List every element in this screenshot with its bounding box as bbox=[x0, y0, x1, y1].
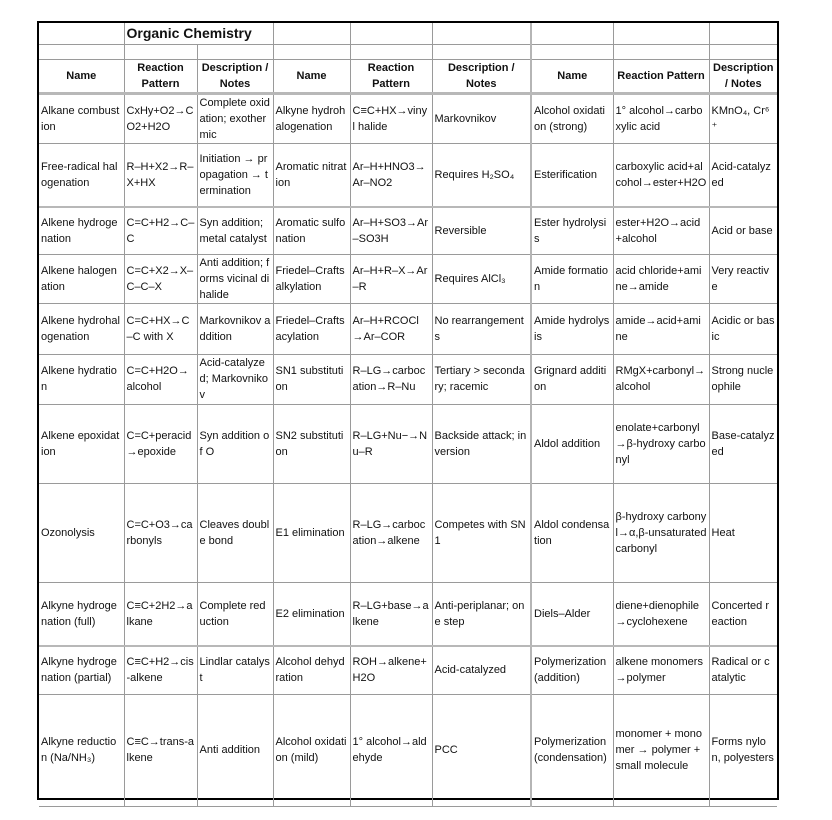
cell-name-3[interactable]: Polymerization (condensation) bbox=[531, 694, 613, 806]
cell-name-3[interactable]: Diels–Alder bbox=[531, 582, 613, 646]
cell-reaction-pattern-2[interactable]: Ar–H+SO3→Ar–SO3H bbox=[350, 207, 432, 254]
cell-name-1[interactable]: Alkene halogenation bbox=[39, 254, 124, 303]
header-description-2[interactable]: Description / Notes bbox=[432, 59, 531, 93]
header-name-2[interactable]: Name bbox=[273, 59, 350, 93]
cell-description-1[interactable]: Anti addition bbox=[197, 694, 273, 806]
header-name-3[interactable]: Name bbox=[531, 59, 613, 93]
cell-description-3[interactable]: Radical or catalytic bbox=[709, 646, 777, 694]
cell-reaction-pattern-2[interactable]: 1° alcohol→aldehyde bbox=[350, 694, 432, 806]
cell-description-2[interactable]: Markovnikov bbox=[432, 93, 531, 143]
cell-empty[interactable] bbox=[432, 23, 531, 44]
cell-empty[interactable] bbox=[531, 23, 613, 44]
cell-name-2[interactable]: Friedel–Crafts alkylation bbox=[273, 254, 350, 303]
cell-description-3[interactable]: Base-catalyzed bbox=[709, 404, 777, 483]
cell-reaction-pattern-2[interactable]: R–LG→carbocation→alkene bbox=[350, 483, 432, 582]
cell-reaction-pattern-1[interactable]: C≡C+2H2→alkane bbox=[124, 582, 197, 646]
cell-reaction-pattern-3[interactable]: monomer + monomer → polymer + small molecule bbox=[613, 694, 709, 806]
cell-name-2[interactable]: Alkyne hydrohalogenation bbox=[273, 93, 350, 143]
cell-name-3[interactable]: Amide hydrolysis bbox=[531, 303, 613, 354]
cell-name-2[interactable]: Alcohol dehydration bbox=[273, 646, 350, 694]
cell-reaction-pattern-1[interactable]: CxHy+O2→CO2+H2O bbox=[124, 93, 197, 143]
cell-reaction-pattern-2[interactable]: C≡C+HX→vinyl halide bbox=[350, 93, 432, 143]
cell-description-3[interactable]: Heat bbox=[709, 483, 777, 582]
cell-description-2[interactable]: Requires H₂SO₄ bbox=[432, 143, 531, 207]
cell-reaction-pattern-1[interactable]: C=C+O3→carbonyls bbox=[124, 483, 197, 582]
cell-empty[interactable] bbox=[432, 44, 531, 59]
cell-empty[interactable] bbox=[39, 23, 124, 44]
cell-empty[interactable] bbox=[531, 44, 613, 59]
cell-description-3[interactable]: Strong nucleophile bbox=[709, 354, 777, 404]
cell-description-2[interactable]: No rearrangements bbox=[432, 303, 531, 354]
cell-name-2[interactable]: SN1 substitution bbox=[273, 354, 350, 404]
cell-description-1[interactable]: Initiation → propagation → termination bbox=[197, 143, 273, 207]
table-row bbox=[39, 143, 777, 207]
cell-name-1[interactable]: Alkyne hydrogenation (partial) bbox=[39, 646, 124, 694]
cell-description-2[interactable]: Backside attack; inversion bbox=[432, 404, 531, 483]
cell-description-3[interactable]: Acid or base bbox=[709, 207, 777, 254]
cell-reaction-pattern-2[interactable]: Ar–H+RCOCl→Ar–COR bbox=[350, 303, 432, 354]
table-row bbox=[39, 354, 777, 404]
cell-name-2[interactable]: Aromatic nitration bbox=[273, 143, 350, 207]
cell-description-1[interactable]: Anti addition; forms vicinal dihalide bbox=[197, 254, 273, 303]
cell-reaction-pattern-1[interactable]: C=C+peracid→epoxide bbox=[124, 404, 197, 483]
cell-reaction-pattern-1[interactable]: C≡C→trans-alkene bbox=[124, 694, 197, 806]
cell-reaction-pattern-2[interactable]: R–LG→carbocation→R–Nu bbox=[350, 354, 432, 404]
table-row bbox=[39, 254, 777, 303]
cell-reaction-pattern-2[interactable]: Ar–H+R–X→Ar–R bbox=[350, 254, 432, 303]
cell-description-1[interactable]: Markovnikov addition bbox=[197, 303, 273, 354]
cell-name-1[interactable]: Ozonolysis bbox=[39, 483, 124, 582]
cell-reaction-pattern-3[interactable]: ester+H2O→acid+alcohol bbox=[613, 207, 709, 254]
cell-description-1[interactable]: Syn addition of O bbox=[197, 404, 273, 483]
cell-description-2[interactable]: Requires AlCl₃ bbox=[432, 254, 531, 303]
header-reaction-pattern-3[interactable]: Reaction Pattern bbox=[613, 59, 709, 93]
header-reaction-pattern-1[interactable]: Reaction Pattern bbox=[124, 59, 197, 93]
cell-reaction-pattern-3[interactable]: diene+dienophile→cyclohexene bbox=[613, 582, 709, 646]
cell-name-1[interactable]: Alkene hydrogenation bbox=[39, 207, 124, 254]
header-description-3[interactable]: Description / Notes bbox=[709, 59, 777, 93]
cell-description-3[interactable]: Acid-catalyzed bbox=[709, 143, 777, 207]
cell-name-1[interactable]: Alkyne reduction (Na/NH₃) bbox=[39, 694, 124, 806]
cell-name-2[interactable]: Friedel–Crafts acylation bbox=[273, 303, 350, 354]
cell-name-3[interactable]: Grignard addition bbox=[531, 354, 613, 404]
cell-empty[interactable] bbox=[709, 44, 777, 59]
cell-empty[interactable] bbox=[350, 23, 432, 44]
cell-reaction-pattern-3[interactable]: carboxylic acid+alcohol→ester+H2O bbox=[613, 143, 709, 207]
cell-empty[interactable] bbox=[709, 23, 777, 44]
cell-reaction-pattern-3[interactable]: 1° alcohol→carboxylic acid bbox=[613, 93, 709, 143]
cell-name-1[interactable]: Alkyne hydrogenation (full) bbox=[39, 582, 124, 646]
cell-empty[interactable] bbox=[613, 44, 709, 59]
cell-name-1[interactable]: Alkene hydration bbox=[39, 354, 124, 404]
cell-name-3[interactable]: Amide formation bbox=[531, 254, 613, 303]
table-row bbox=[39, 694, 777, 806]
cell-reaction-pattern-3[interactable]: amide→acid+amine bbox=[613, 303, 709, 354]
cell-description-1[interactable]: Complete oxidation; exothermic bbox=[197, 93, 273, 143]
cell-empty[interactable] bbox=[39, 44, 124, 59]
cell-reaction-pattern-2[interactable]: R–LG+Nu−→Nu–R bbox=[350, 404, 432, 483]
table-row bbox=[39, 646, 777, 694]
cell-name-1[interactable]: Free-radical halogenation bbox=[39, 143, 124, 207]
cell-description-1[interactable]: Syn addition; metal catalyst bbox=[197, 207, 273, 254]
cell-reaction-pattern-3[interactable]: alkene monomers→polymer bbox=[613, 646, 709, 694]
cell-reaction-pattern-2[interactable]: R–LG+base→alkene bbox=[350, 582, 432, 646]
cell-description-1[interactable]: Cleaves double bond bbox=[197, 483, 273, 582]
cell-reaction-pattern-1[interactable]: C=C+HX→C–C with X bbox=[124, 303, 197, 354]
cell-description-1[interactable]: Acid-catalyzed; Markovnikov bbox=[197, 354, 273, 404]
header-reaction-pattern-2[interactable]: Reaction Pattern bbox=[350, 59, 432, 93]
cell-description-3[interactable]: Acidic or basic bbox=[709, 303, 777, 354]
header-name-1[interactable]: Name bbox=[39, 59, 124, 93]
cell-name-3[interactable]: Alcohol oxidation (strong) bbox=[531, 93, 613, 143]
cell-description-1[interactable]: Complete reduction bbox=[197, 582, 273, 646]
cell-description-2[interactable]: Reversible bbox=[432, 207, 531, 254]
cell-name-3[interactable]: Aldol condensation bbox=[531, 483, 613, 582]
cell-empty[interactable] bbox=[197, 44, 273, 59]
table-row bbox=[39, 582, 777, 646]
cell-name-1[interactable]: Alkene epoxidation bbox=[39, 404, 124, 483]
cell-name-3[interactable]: Aldol addition bbox=[531, 404, 613, 483]
cell-description-2[interactable]: Competes with SN1 bbox=[432, 483, 531, 582]
cell-reaction-pattern-3[interactable]: enolate+carbonyl→β-hydroxy carbonyl bbox=[613, 404, 709, 483]
cell-name-3[interactable]: Ester hydrolysis bbox=[531, 207, 613, 254]
cell-reaction-pattern-1[interactable]: C=C+H2O→alcohol bbox=[124, 354, 197, 404]
cell-empty[interactable] bbox=[273, 44, 350, 59]
cell-description-3[interactable]: Very reactive bbox=[709, 254, 777, 303]
cell-description-2[interactable]: Anti-periplanar; one step bbox=[432, 582, 531, 646]
table-row bbox=[39, 404, 777, 483]
spreadsheet-table bbox=[37, 21, 779, 800]
cell-name-2[interactable]: Alcohol oxidation (mild) bbox=[273, 694, 350, 806]
cell-description-1[interactable]: Lindlar catalyst bbox=[197, 646, 273, 694]
table-row bbox=[39, 303, 777, 354]
cell-reaction-pattern-3[interactable]: RMgX+carbonyl→alcohol bbox=[613, 354, 709, 404]
cell-name-1[interactable]: Alkane combustion bbox=[39, 93, 124, 143]
cell-name-2[interactable]: Aromatic sulfonation bbox=[273, 207, 350, 254]
cell-name-2[interactable]: SN2 substitution bbox=[273, 404, 350, 483]
cell-reaction-pattern-1[interactable]: R–H+X2→R–X+HX bbox=[124, 143, 197, 207]
cell-reaction-pattern-3[interactable]: β-hydroxy carbonyl→α,β-unsaturated carbonyl bbox=[613, 483, 709, 582]
header-description-1[interactable]: Description / Notes bbox=[197, 59, 273, 93]
cell-description-3[interactable]: Concerted reaction bbox=[709, 582, 777, 646]
table-row bbox=[39, 93, 777, 143]
cell-reaction-pattern-1[interactable]: C=C+X2→X–C–C–X bbox=[124, 254, 197, 303]
table-row bbox=[39, 207, 777, 254]
cell-reaction-pattern-1[interactable]: C≡C+H2→cis-alkene bbox=[124, 646, 197, 694]
cell-reaction-pattern-3[interactable]: acid chloride+amine→amide bbox=[613, 254, 709, 303]
cell-reaction-pattern-2[interactable]: ROH→alkene+H2O bbox=[350, 646, 432, 694]
cell-empty[interactable] bbox=[124, 44, 197, 59]
reaction-table bbox=[39, 23, 777, 807]
cell-reaction-pattern-2[interactable]: Ar–H+HNO3→Ar–NO2 bbox=[350, 143, 432, 207]
cell-description-2[interactable]: PCC bbox=[432, 694, 531, 806]
sheet-title[interactable]: Organic Chemistry bbox=[124, 23, 273, 44]
cell-description-3[interactable]: Forms nylon, polyesters bbox=[709, 694, 777, 806]
cell-name-3[interactable]: Esterification bbox=[531, 143, 613, 207]
cell-name-1[interactable]: Alkene hydrohalogenation bbox=[39, 303, 124, 354]
cell-description-2[interactable]: Acid-catalyzed bbox=[432, 646, 531, 694]
cell-empty[interactable] bbox=[350, 44, 432, 59]
table-row bbox=[39, 483, 777, 582]
cell-name-3[interactable]: Polymerization (addition) bbox=[531, 646, 613, 694]
cell-empty[interactable] bbox=[273, 23, 350, 44]
cell-description-3[interactable]: KMnO₄, Cr⁶⁺ bbox=[709, 93, 777, 143]
cell-name-2[interactable]: E1 elimination bbox=[273, 483, 350, 582]
cell-description-2[interactable]: Tertiary > secondary; racemic bbox=[432, 354, 531, 404]
cell-reaction-pattern-1[interactable]: C=C+H2→C–C bbox=[124, 207, 197, 254]
cell-empty[interactable] bbox=[613, 23, 709, 44]
cell-name-2[interactable]: E2 elimination bbox=[273, 582, 350, 646]
